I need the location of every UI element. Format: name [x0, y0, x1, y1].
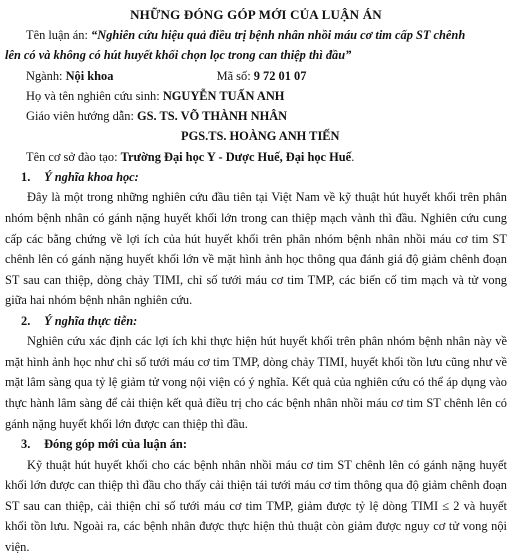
section-2-heading — [5, 311, 507, 331]
major-code-label: Mã số: — [217, 66, 251, 86]
major-label: Ngành: — [26, 69, 62, 83]
thesis-title-part2: lên có và không có hút huyết khối chọn lọc trong can thiệp thì đầu” — [5, 48, 351, 62]
section-3-number: 3. — [21, 434, 41, 454]
student-label: Họ và tên nghiên cứu sinh: — [26, 89, 160, 103]
supervisor-name-2: PGS.TS. HOÀNG ANH TIẾN — [5, 126, 507, 146]
section-3-title: Đóng góp mới của luận án: — [44, 437, 187, 451]
page-title: NHỮNG ĐÓNG GÓP MỚI CỦA LUẬN ÁN — [5, 0, 507, 25]
section-2-text: Nghiên cứu xác định các lợi ích khi thực hiện hút huyết khối trên phân nhóm bệnh nhân này về mặt hình ảnh học như chỉ số tưới máu cơ tim TMP, dòng chảy TIMI, huyết khối tồn lưu cũng như về mặt lâm sàng qua tỷ lệ giảm tử vong nội viện có ý nghĩa. Kết quả của nghiên cứu có thể áp dụng vào thực hành lâm sàng để cải thiện kết quả điều trị cho các bệnh nhân nhồi máu cơ tim ST chênh lên có gánh nặng huyết khối lớn được can thiệp thì đầu. — [5, 331, 507, 434]
major-line — [5, 66, 507, 86]
thesis-title-line2 — [5, 45, 507, 65]
section-1-heading — [5, 167, 507, 187]
section-1-title: Ý nghĩa khoa học: — [44, 170, 139, 184]
section-1-number: 1. — [21, 167, 41, 187]
section-3-heading — [5, 434, 507, 454]
major-value: Nội khoa — [66, 69, 114, 83]
section-1-text: Đây là một trong những nghiên cứu đầu tiên tại Việt Nam về kỹ thuật hút huyết khối trên phân nhóm bệnh nhân có gánh nặng huyết khối lớn trong can thiệp mạch vành thì đầu. Nghiên cứu cung cấp các bằng chứng về lợi ích của hút huyết khối trên phân nhóm bệnh nhân nhồi máu cơ tim ST chênh lên có gánh nặng huyết khối lớn về mặt hình ảnh học thông qua đánh giá độ giảm chênh đoạn ST sau can thiệp, dòng chảy TIMI, chỉ số tưới máu cơ tim TMP, các biến cố tim mạch và tử vong giữa hai nhóm bệnh nhân nghiên cứu. — [5, 187, 507, 311]
thesis-label: Tên luận án: — [26, 28, 88, 42]
section-2-number: 2. — [21, 311, 41, 331]
section-3-text: Kỹ thuật hút huyết khối cho các bệnh nhân nhồi máu cơ tim ST chênh lên có gánh nặng huyết khối lớn được can thiệp thì đầu cho thấy cải thiện tái tưới máu cơ tim thông qua độ giảm chênh đoạn ST sau can thiệp, cải thiện chỉ số tưới máu cơ tim TMP, giảm được tỷ lệ dòng TIMI ≤ 2 và huyết khối tồn lưu. Ngoài ra, các bệnh nhân được thực hiện thủ thuật còn giảm được nguy cơ tử vong nội viện. — [5, 455, 507, 557]
supervisor-name-1: GS. TS. VÕ THÀNH NHÂN — [137, 109, 287, 123]
institution-label: Tên cơ sở đào tạo: — [26, 150, 118, 164]
student-line — [5, 86, 507, 106]
thesis-title-part1: “Nghiên cứu hiệu quả điều trị bệnh nhân nhồi máu cơ tim cấp ST chênh — [91, 28, 465, 42]
thesis-title-line — [5, 25, 507, 45]
section-2-title: Ý nghĩa thực tiễn: — [44, 314, 137, 328]
institution-line — [5, 147, 507, 167]
institution-name: Trường Đại học Y - Dược Huế, Đại học Huế — [121, 150, 352, 164]
student-name: NGUYỄN TUẤN ANH — [163, 89, 285, 103]
supervisor-label: Giáo viên hướng dẫn: — [26, 109, 134, 123]
supervisor-line — [5, 106, 507, 126]
institution-end: . — [351, 150, 354, 164]
major-code-value: 9 72 01 07 — [254, 69, 307, 83]
